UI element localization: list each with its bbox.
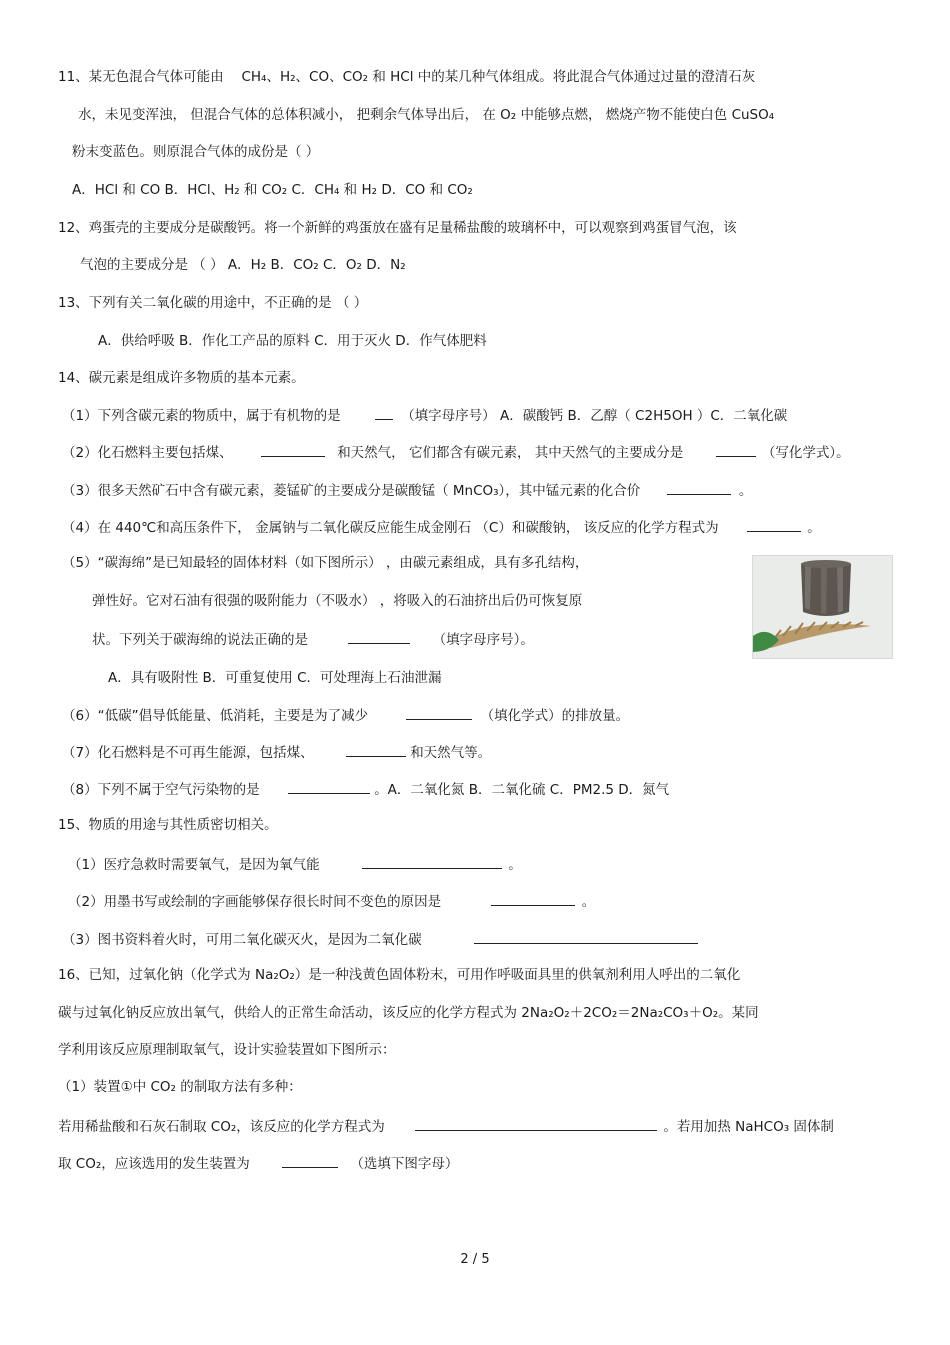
q14-part2-text-a: （2）化石燃料主要包括煤、 <box>62 445 233 461</box>
q16-line3: 学利用该反应原理制取氧气，设计实验装置如下图所示： <box>58 1042 396 1058</box>
q15-part2 <box>68 891 595 911</box>
q14-part5-end: （填字母序号）。 <box>432 632 534 648</box>
q16-part3-blank[interactable] <box>282 1153 338 1168</box>
q14-part2-blank-coal[interactable] <box>261 442 325 457</box>
q14-part1-blank[interactable] <box>375 405 393 420</box>
q16-part2-end: 。若用加热 NaHCO₃ 固体制 <box>663 1119 834 1135</box>
q15-part1-end: 。 <box>508 857 522 873</box>
q15-part3-text: （3）图书资料着火时，可用二氧化碳灭火，是因为二氧化碳 <box>62 932 422 948</box>
q14-part4-text: （4）在 440℃和高压条件下， 金属钠与二氧化碳反应能生成金刚石 （C）和碳酸钠， 该反应的化学方程式为 <box>62 520 719 536</box>
q14-part3 <box>62 480 752 500</box>
q14-part8-options: 。A．二氧化氮 B．二氧化硫 C．PM2.5 D．氮气 <box>374 782 670 798</box>
q14-part8-blank[interactable] <box>288 779 370 794</box>
q15-part3-blank[interactable] <box>474 929 698 944</box>
q14-part4-blank[interactable] <box>747 517 801 532</box>
q14-part6 <box>62 705 629 725</box>
q15-intro: 15、物质的用途与其性质密切相关。 <box>58 817 278 833</box>
q13-line1: 13、下列有关二氧化碳的用途中，不正确的是 （ ） <box>58 295 368 311</box>
q14-part6-text: （6）“低碳”倡导低能量、低消耗，主要是为了减少 <box>62 708 369 724</box>
q15-part3 <box>62 929 698 949</box>
q14-intro: 14、碳元素是组成许多物质的基本元素。 <box>58 370 305 386</box>
q12-line1: 12、鸡蛋壳的主要成分是碳酸钙。将一个新鲜的鸡蛋放在盛有足量稀盐酸的玻璃杯中，可以观察到鸡蛋冒气泡，该 <box>58 220 737 236</box>
q14-part8-text: （8）下列不属于空气污染物的是 <box>62 782 260 798</box>
q16-part2 <box>58 1116 834 1136</box>
q15-part2-blank[interactable] <box>491 891 575 906</box>
q11-line3: 粉末变蓝色。则原混合气体的成份是（ ） <box>72 144 320 160</box>
q16-line1: 16、已知，过氧化钠（化学式为 Na₂O₂）是一种浅黄色固体粉末，可用作呼吸面具里的供氧剂利用人呼出的二氧化 <box>58 967 741 983</box>
q14-part3-text: （3）很多天然矿石中含有碳元素，菱锰矿的主要成分是碳酸锰（ MnCO₃），其中锰元素的化合价 <box>62 483 641 499</box>
q16-part3 <box>58 1153 458 1173</box>
q14-part7-text: （7）化石燃料是不可再生能源，包括煤、 <box>62 745 314 761</box>
q16-line2: 碳与过氧化钠反应放出氧气，供给人的正常生命活动，该反应的化学方程式为 2Na₂O₂＋2CO₂＝2Na₂CO₃＋O₂。某同 <box>58 1005 759 1021</box>
q15-part2-end: 。 <box>581 894 596 910</box>
q14-part3-end: 。 <box>738 483 753 499</box>
q14-part2-text-b: 和天然气， 它们都含有碳元素， 其中天然气的主要成分是 <box>337 445 684 461</box>
q14-part5-line1: （5）“碳海绵”是已知最轻的固体材料（如下图所示） ，由碳元素组成，具有多孔结构， <box>62 555 589 571</box>
q15-part1-text: （1）医疗急救时需要氧气，是因为氧气能 <box>68 857 320 873</box>
q14-part5-text: 状。下列关于碳海绵的说法正确的是 <box>92 632 308 648</box>
q14-part7 <box>62 742 491 762</box>
carbon-sponge-photo <box>752 555 893 659</box>
q14-part7-end: 和天然气等。 <box>410 745 492 761</box>
page-number: 2 / 5 <box>460 1252 490 1267</box>
q11-line2: 水，未见变浑浊， 但混合气体的总体积减小， 把剩余气体导出后， 在 O₂ 中能够点燃， 燃烧产物不能使白色 CuSO₄ <box>78 107 775 123</box>
q14-part4 <box>62 517 821 537</box>
q14-part1-options: （填字母序号） A．碳酸钙 B．乙醇（ C2H5OH ）C．二氧化碳 <box>401 408 788 424</box>
q16-part2-text: 若用稀盐酸和石灰石制取 CO₂，该反应的化学方程式为 <box>58 1119 385 1135</box>
q16-part2-blank[interactable] <box>415 1116 657 1131</box>
q14-part5-blank[interactable] <box>348 629 410 644</box>
q14-part5-line2: 弹性好。它对石油有很强的吸附能力（不吸水） ，将吸入的石油挤出后仍可恢复原 <box>92 593 583 609</box>
q14-part6-end: （填化学式）的排放量。 <box>480 708 630 724</box>
q12-line2: 气泡的主要成分是 （ ） A．H₂ B．CO₂ C．O₂ D．N₂ <box>80 257 406 273</box>
q15-part2-text: （2）用墨书写或绘制的字画能够保存很长时间不变色的原因是 <box>68 894 442 910</box>
q16-part1: （1）装置①中 CO₂ 的制取方法有多种： <box>58 1079 302 1095</box>
q14-part4-end: 。 <box>807 520 821 536</box>
q14-part5-options: A．具有吸附性 B．可重复使用 C．可处理海上石油泄漏 <box>108 670 442 686</box>
q14-part3-blank[interactable] <box>667 480 731 495</box>
q14-part1 <box>62 405 787 425</box>
q14-part7-blank[interactable] <box>346 742 406 757</box>
q14-part5-line3 <box>92 629 534 649</box>
q15-part1-blank[interactable] <box>362 854 502 869</box>
q14-part6-blank[interactable] <box>406 705 472 720</box>
q14-part2 <box>62 442 850 462</box>
q14-part1-text: （1）下列含碳元素的物质中，属于有机物的是 <box>62 408 341 424</box>
q14-part8 <box>62 779 669 799</box>
q14-part2-text-c: （写化学式）。 <box>761 445 850 461</box>
q16-part3-end: （选填下图字母） <box>350 1156 459 1172</box>
q11-line1: 11、某无色混合气体可能由 CH₄、H₂、CO、CO₂ 和 HCl 中的某几种气体组成。将此混合气体通过过量的澄清石灰 <box>58 69 756 85</box>
q15-part1 <box>68 854 522 874</box>
carbon-sponge-illustration <box>753 556 892 658</box>
q13-options: A．供给呼吸 B．作化工产品的原料 C．用于灭火 D．作气体肥料 <box>98 333 487 349</box>
q16-part3-text: 取 CO₂，应该选用的发生装置为 <box>58 1156 250 1172</box>
q14-part2-blank-formula[interactable] <box>716 442 756 457</box>
q11-options: A．HCl 和 CO B．HCl、H₂ 和 CO₂ C．CH₄ 和 H₂ D．CO 和 CO₂ <box>72 182 473 198</box>
